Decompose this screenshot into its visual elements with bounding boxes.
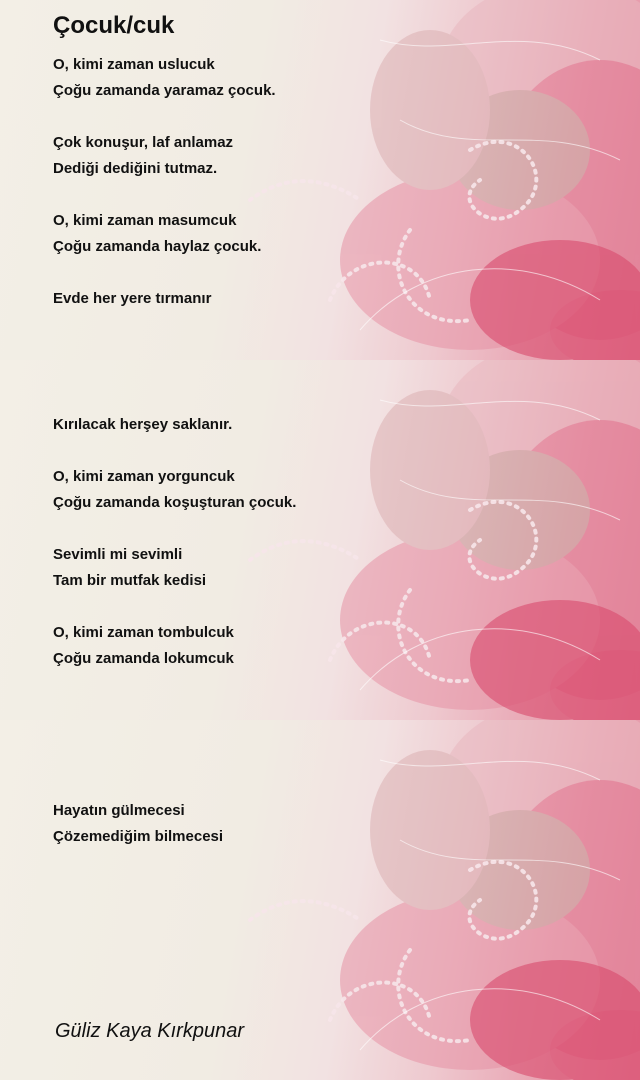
poem-line: Çok konuşur, laf anlamaz	[53, 134, 234, 151]
poem-line: Çözemediğim bilmecesi	[53, 828, 224, 845]
poem-line: O, kimi zaman masumcuk	[53, 212, 237, 229]
poem-line: Çoğu zamanda koşuşturan çocuk.	[53, 494, 297, 511]
poem-author: Güliz Kaya Kırkpunar	[55, 1020, 244, 1042]
stanza	[53, 542, 206, 594]
poem-line: Evde her yere tırmanır	[53, 290, 212, 307]
poem-line: O, kimi zaman yorguncuk	[53, 468, 235, 485]
stanza	[53, 620, 234, 672]
stanza	[53, 464, 296, 516]
poem-line: O, kimi zaman tombulcuk	[53, 624, 234, 641]
poem-line: Sevimli mi sevimli	[53, 546, 183, 563]
stanza	[53, 52, 276, 104]
poem-line: Çoğu zamanda haylaz çocuk.	[53, 238, 262, 255]
stanza	[53, 412, 232, 438]
stanza	[53, 208, 261, 260]
poem-title: Çocuk/cuk	[53, 12, 175, 39]
poem-line: Kırılacak herşey saklanır.	[53, 416, 233, 433]
poem-line: Çoğu zamanda lokumcuk	[53, 650, 234, 667]
poem-line: O, kimi zaman uslucuk	[53, 56, 215, 73]
poem-line: Tam bir mutfak kedisi	[53, 572, 207, 589]
stanza	[53, 130, 233, 182]
stanza	[53, 286, 211, 312]
poem-line: Çoğu zamanda yaramaz çocuk.	[53, 82, 276, 99]
stanza	[53, 798, 223, 850]
poem-line: Dediği dediğini tutmaz.	[53, 160, 218, 177]
poem-line: Hayatın gülmecesi	[53, 802, 185, 819]
